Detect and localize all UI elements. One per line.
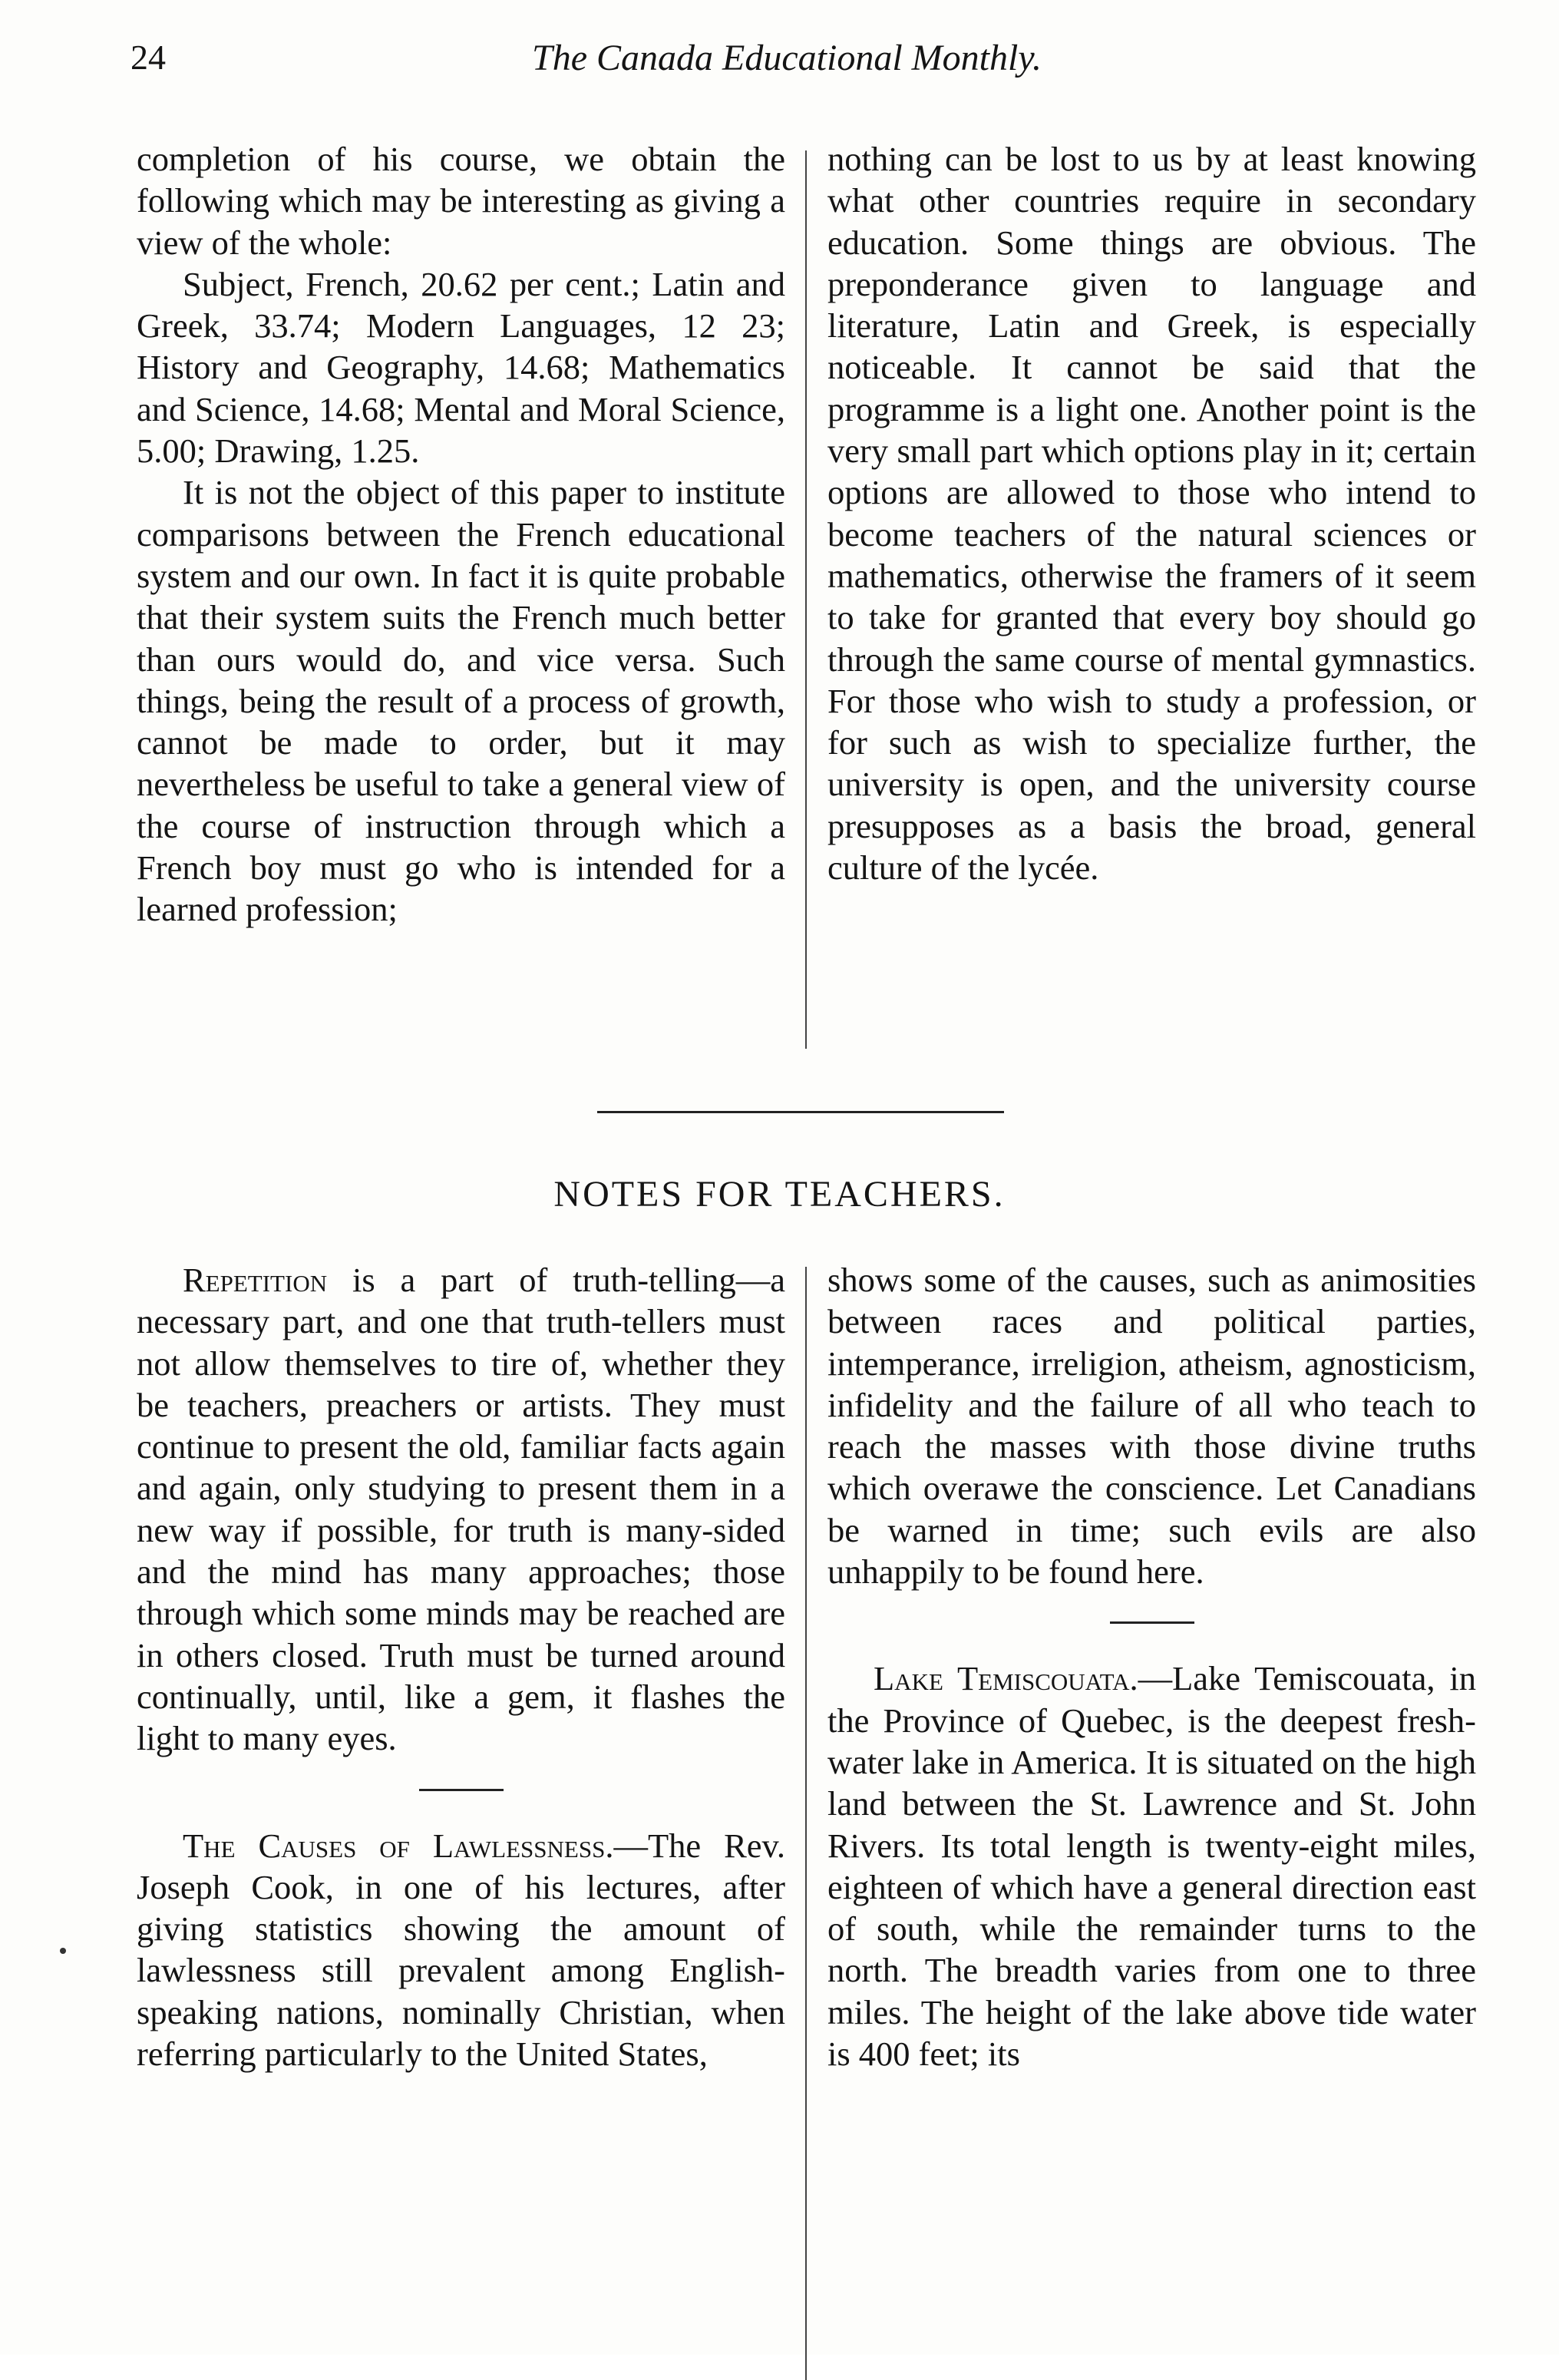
note-lead: Lake Temiscouata. [874,1659,1138,1698]
paragraph: It is not the object of this paper to institute comparisons between the French educational system and our own. In fact it is quite probable that their system suits the French much better than ours would do, and vice versa. Such things, being the result of a process of growth, cannot be made to order, but it may nevertheless be useful to take a general view of the course of instruction through which a French boy must go who is intended for a learned profession; [137,473,785,929]
top-left-column [137,138,785,931]
paragraph: Subject, French, 20.62 per cent.; Latin and Greek, 33.74; Modern Languages, 12 23; History and Geography, 14.68; Mathematics and Science, 14.68; Mental and Moral Science, 5.00; Drawing, 1.25. [137,264,785,471]
note-lead: Repetition [183,1261,328,1299]
note-lead: The Causes of Lawlessness. [183,1826,614,1865]
top-right-column [827,138,1476,888]
running-head [130,37,1443,98]
note-continued: shows some of the causes, such as animosities between races and political parties, intemperance, irreligion, atheism, agnosticism, infidelity and the failure of all who teach to reach the masses with those divine truths which overawe the conscience. Let Canadians be warned in time; such evils are also unhappily to be found here. [827,1261,1476,1592]
note-text: is a part of truth-telling—a necessary part, and one that truth-tellers must not allow themselves to tire of, whether they be teachers, preachers or artists. They must continue to present the old, familiar facts again and again, only studying to present them in a new way if possible, for truth is many-sided and the mind has many approaches; those through which some minds may be reached are in others closed. Truth must be turned around continually, until, like a gem, it flashes the light to many eyes. [137,1261,785,1758]
note-divider [1110,1621,1194,1624]
note-temiscouata [827,1658,1476,2074]
notes-right-column [827,1259,1476,2074]
note-repetition [137,1259,785,1760]
note-text: —The Rev. Joseph Cook, in one of his lectures, after giving statistics showing the amount of lawlessness still prevalent among English-speaking nations, nominally Christian, when referring particularly to the United States, [137,1826,785,2074]
paragraph: nothing can be lost to us by at least knowing what other countries require in secondary education. Some things are obvious. The preponderance given to language and literature, Latin and Greek, is especially noticeable. It cannot be said that the programme is a light one. Another point is the very small part which options play in it; certain options are allowed to those who intend to become teachers of the natural sciences or mathematics, otherwise the framers of it seem to take for granted that every boy should go through the same course of mental gymnastics. For those who wish to study a profession, or for such as wish to specialize further, the university is open, and the university course presupposes as a basis the broad, general culture of the lycée. [827,140,1476,888]
note-lawlessness [137,1825,785,2075]
column-divider [805,150,807,1049]
column-divider [805,1267,807,2380]
journal-title: The Canada Educational Monthly. [532,38,1042,78]
note-divider [419,1789,504,1791]
section-separator-rule [597,1111,1004,1113]
note-text: —Lake Temiscouata, in the Province of Quebec, is the deepest fresh-water lake in America. It is situated on the high land between the St. Lawrence and St. John Rivers. Its total length is twenty-eight miles, eighteen of which have a general direction east of south, while the remainder turns to the north. The breadth varies from one to three miles. The height of the lake above tide water is 400 feet; its [827,1659,1476,2074]
margin-speck [60,1948,66,1954]
page-number: 24 [130,38,166,77]
paragraph: completion of his course, we obtain the following which may be interesting as giving a view of the whole: [137,140,785,262]
notes-left-column [137,1259,785,2074]
section-title: NOTES FOR TEACHERS. [553,1174,1006,1215]
